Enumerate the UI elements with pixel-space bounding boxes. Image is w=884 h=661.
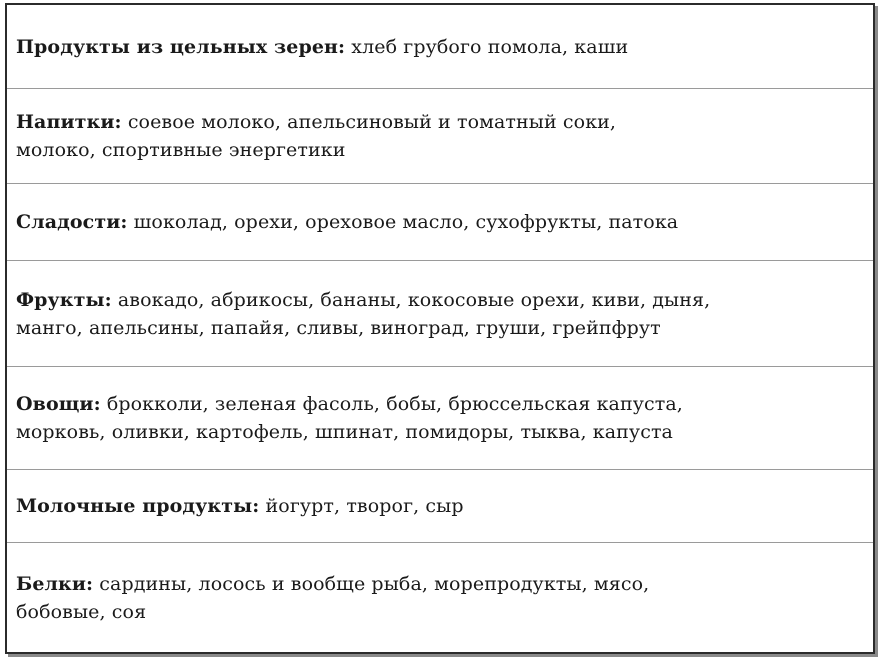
row-text: хлеб грубого помола, каши (351, 35, 629, 58)
row-line-1 (16, 286, 863, 314)
row-line-1 (16, 108, 863, 136)
row-line-1 (16, 570, 863, 598)
row-line-2: манго, апельсины, папайя, сливы, виноград, груши, грейпфрут (16, 316, 661, 339)
row-text: соевое молоко, апельсиновый и томатный соки, (127, 111, 617, 133)
row-label: Фрукты: (16, 288, 112, 311)
row-text: шоколад, орехи, ореховое масло, сухофрукты, патока (133, 211, 679, 233)
row-line-1 (16, 33, 863, 61)
row-line-1 (16, 208, 863, 236)
row-label: Сладости: (16, 211, 128, 233)
row-line-2: бобовые, соя (16, 600, 147, 623)
row-label: Белки: (16, 572, 94, 595)
row-label: Молочные продукты: (16, 495, 260, 517)
row-text: сардины, лосось и вообще рыба, морепродукты, мясо, (99, 572, 650, 595)
table-row (7, 184, 873, 261)
table-row (7, 543, 873, 652)
table-row (7, 367, 873, 470)
row-line-1 (16, 492, 863, 520)
row-text: йогурт, творог, сыр (265, 495, 464, 517)
row-label: Продукты из цельных зерен: (16, 35, 346, 58)
table-row (7, 261, 873, 367)
food-table (5, 3, 875, 654)
row-line-2: молоко, спортивные энергетики (16, 139, 346, 161)
table-row (7, 470, 873, 543)
row-text: авокадо, абрикосы, бананы, кокосовые орехи, киви, дыня, (117, 288, 711, 311)
row-text: брокколи, зеленая фасоль, бобы, брюссельская капуста, (106, 393, 683, 415)
row-label: Напитки: (16, 111, 122, 133)
table-row (7, 89, 873, 184)
row-line-1 (16, 390, 863, 418)
row-label: Овощи: (16, 393, 101, 415)
row-line-2: морковь, оливки, картофель, шпинат, помидоры, тыква, капуста (16, 421, 673, 443)
table-row (7, 5, 873, 89)
